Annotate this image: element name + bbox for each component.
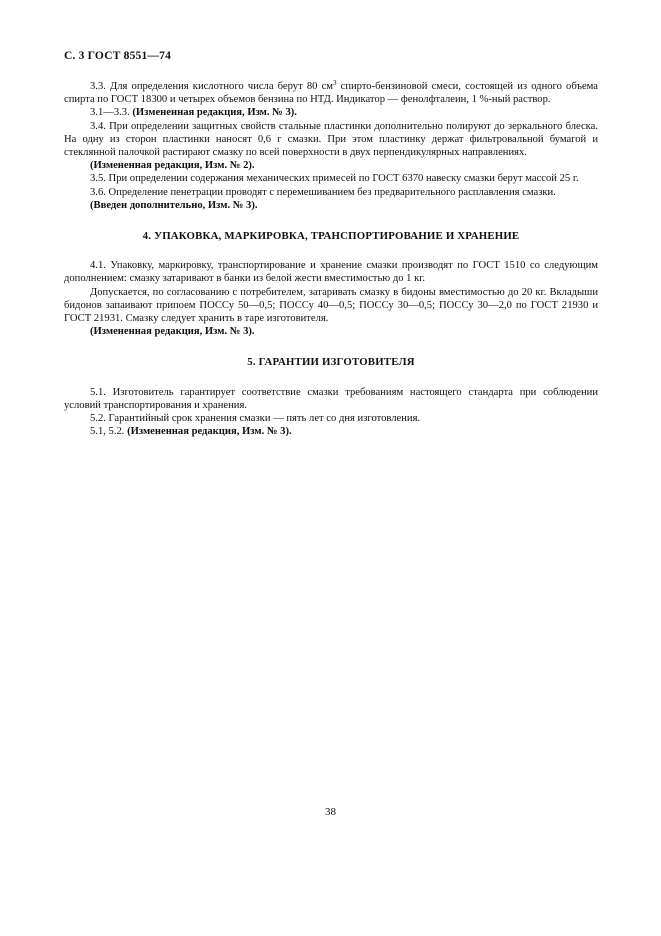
amendment-5 bbox=[64, 425, 598, 438]
amendment-note: (Измененная редакция, Изм. № 3). bbox=[127, 426, 292, 438]
amendment-3-4: (Измененная редакция, Изм. № 2). bbox=[90, 160, 255, 172]
paragraph-4-1: 4.1. Упаковку, маркировку, транспортирование и хранение смазки производят по ГОСТ 1510 со следующим дополнением: смазку затаривают в банки из белой жести вместимостью до 1 кг. bbox=[64, 260, 598, 285]
section-5-title: 5. ГАРАНТИИ ИЗГОТОВИТЕЛЯ bbox=[247, 356, 415, 369]
paragraph-5-1: 5.1. Изготовитель гарантирует соответствие смазки требованиям настоящего стандарта при соблюдении условий транспортирования и хранения. bbox=[64, 386, 598, 411]
paragraph-3-3-text-b: спирто-бензиновой смеси, состоящей из одного объема спирта по ГОСТ 18300 и четырех объемов бензина по НТД. Индикатор — фенолфталеин, 1 %-ный раствор. bbox=[64, 81, 598, 106]
paragraph-3-3-text-a: 3.3. Для определения кислотного числа берут 80 см bbox=[90, 81, 333, 92]
paragraph-5-2: 5.2. Гарантийный срок хранения смазки — пять лет со дня изготовления. bbox=[90, 413, 421, 425]
amendment-ref: 3.1—3.3. bbox=[90, 107, 130, 119]
paragraph-3-6: 3.6. Определение пенетрации проводят с перемешиванием без предварительного расплавления смазки. bbox=[90, 186, 556, 198]
amendment-4: (Измененная редакция, Изм. № 3). bbox=[90, 326, 255, 338]
page-header: С. 3 ГОСТ 8551—74 bbox=[64, 50, 172, 62]
paragraph-3-4: 3.4. При определении защитных свойств стальные пластинки дополнительно полируют до зеркального блеска. На одну из сторон пластинки наносят 0,6 г смазки. При этом пластинку держат фильтровальной бумагой и стеклянной палочкой растирают смазку по всей поверхности в двух перпендикулярных направлениях. bbox=[64, 120, 598, 159]
amendment-note: (Измененная редакция, Изм. № 3). bbox=[132, 107, 297, 119]
document-body bbox=[64, 80, 598, 438]
paragraph-3-5: 3.5. При определении содержания механических примесей по ГОСТ 6370 навеску смазки берут массой 25 г. bbox=[90, 173, 579, 185]
amendment-3-1-3-3 bbox=[64, 106, 598, 119]
amendment-ref: 5.1, 5.2. bbox=[90, 426, 125, 438]
paragraph-3-3 bbox=[64, 80, 598, 106]
cubic-superscript: 3 bbox=[332, 79, 337, 87]
section-4-title: 4. УПАКОВКА, МАРКИРОВКА, ТРАНСПОРТИРОВАНИЕ И ХРАНЕНИЕ bbox=[142, 230, 520, 243]
amendment-3-6: (Введен дополнительно, Изм. № 3). bbox=[90, 199, 258, 211]
paragraph-4-1b: Допускается, по согласованию с потребителем, затаривать смазку в бидоны вместимостью до 20 кг. Вкладыши бидонов запаивают припоем ПОССу 50—0,5; ПОССу 40—0,5; ПОССу 30—0,5; ПОССу 30—2,0 по ГОСТ 21930 и ГОСТ 21931. Смазку следует хранить в таре изготовителя. bbox=[64, 286, 598, 325]
page-number: 38 bbox=[325, 806, 336, 818]
